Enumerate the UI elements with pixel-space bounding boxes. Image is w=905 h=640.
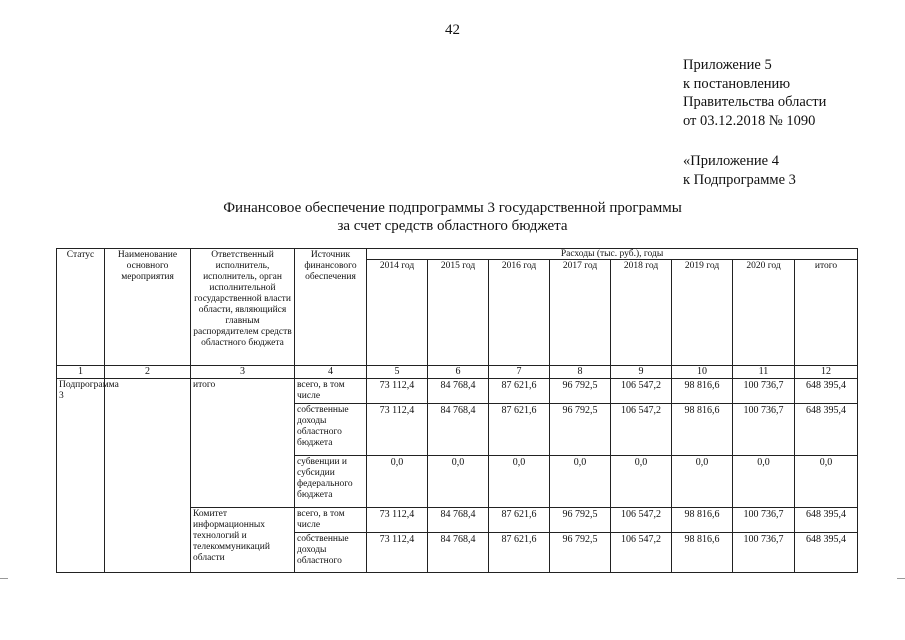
header-year: 2017 год [550,260,611,366]
column-number-row [57,366,858,379]
value-cell: 106 547,2 [611,533,672,573]
value-cell: 73 112,4 [367,404,428,456]
value-cell: 100 736,7 [733,508,795,533]
value-cell: 98 816,6 [672,533,733,573]
value-cell: 648 395,4 [795,533,858,573]
value-cell: 96 792,5 [550,404,611,456]
value-cell: 0,0 [489,456,550,508]
column-number: 3 [191,366,295,379]
header-year: 2018 год [611,260,672,366]
value-cell: 98 816,6 [672,508,733,533]
value-cell: 106 547,2 [611,379,672,404]
title-line: Финансовое обеспечение подпрограммы 3 государственной программы [223,200,682,216]
header-year: 2020 год [733,260,795,366]
appendix-line: Приложение 5 [683,57,772,73]
column-number: 10 [672,366,733,379]
column-number: 9 [611,366,672,379]
table-row [57,379,858,404]
appendix-line: Правительства области [683,94,827,110]
header-year: 2019 год [672,260,733,366]
column-number: 2 [105,366,191,379]
source-cell: субвенции и субсидии федерального бюджета [295,456,367,508]
status-cell: Подпрограмма 3 [57,379,105,573]
column-number: 6 [428,366,489,379]
header-source: Источник финансового обеспечения [295,249,367,366]
header-expenses: Расходы (тыс. руб.), годы [367,249,858,260]
value-cell: 106 547,2 [611,404,672,456]
value-cell: 0,0 [733,456,795,508]
value-cell: 648 395,4 [795,404,858,456]
appendix-block [683,56,826,189]
value-cell: 87 621,6 [489,508,550,533]
source-cell: собственные доходы областного [295,533,367,573]
value-cell: 0,0 [672,456,733,508]
value-cell: 84 768,4 [428,533,489,573]
title-line: за счет средств областного бюджета [337,218,568,234]
column-number: 5 [367,366,428,379]
value-cell: 648 395,4 [795,379,858,404]
column-number: 4 [295,366,367,379]
value-cell: 106 547,2 [611,508,672,533]
value-cell: 73 112,4 [367,508,428,533]
value-cell: 98 816,6 [672,404,733,456]
header-year: 2015 год [428,260,489,366]
column-number: 8 [550,366,611,379]
column-number: 11 [733,366,795,379]
column-number: 7 [489,366,550,379]
value-cell: 0,0 [367,456,428,508]
header-name: Наименование основного мероприятия [105,249,191,366]
header-year: 2014 год [367,260,428,366]
appendix-line: от 03.12.2018 № 1090 [683,112,816,129]
scan-edge-mark [0,578,8,579]
source-cell: всего, в том числе [295,379,367,404]
value-cell: 0,0 [795,456,858,508]
scan-edge-mark [897,578,905,579]
appendix-line: к Подпрограмме 3 [683,171,796,188]
value-cell: 100 736,7 [733,379,795,404]
value-cell: 84 768,4 [428,379,489,404]
financing-table [56,248,858,573]
appendix-line: «Приложение 4 [683,153,779,169]
header-year: 2016 год [489,260,550,366]
value-cell: 100 736,7 [733,533,795,573]
value-cell: 84 768,4 [428,508,489,533]
document-title [0,199,905,235]
value-cell: 84 768,4 [428,404,489,456]
page-number: 42 [445,22,460,38]
value-cell: 100 736,7 [733,404,795,456]
value-cell: 73 112,4 [367,533,428,573]
value-cell: 87 621,6 [489,404,550,456]
value-cell: 87 621,6 [489,379,550,404]
value-cell: 648 395,4 [795,508,858,533]
header-total: итого [795,260,858,366]
value-cell: 98 816,6 [672,379,733,404]
value-cell: 96 792,5 [550,379,611,404]
source-cell: собственные доходы областного бюджета [295,404,367,456]
executor-cell: Комитет информационных технологий и телекоммуникаций области [191,508,295,573]
value-cell: 0,0 [550,456,611,508]
executor-cell: итого [191,379,295,508]
value-cell: 73 112,4 [367,379,428,404]
value-cell: 87 621,6 [489,533,550,573]
value-cell: 0,0 [611,456,672,508]
header-status: Статус [57,249,105,366]
value-cell: 96 792,5 [550,508,611,533]
column-number: 12 [795,366,858,379]
header-executor: Ответственный исполнитель, исполнитель, орган исполнительной государственной власти области, являющийся главным распорядителем средств областного бюджета [191,249,295,366]
appendix-line: к постановлению [683,75,791,92]
value-cell: 96 792,5 [550,533,611,573]
source-cell: всего, в том числе [295,508,367,533]
column-number: 1 [57,366,105,379]
value-cell: 0,0 [428,456,489,508]
measure-name-cell [105,379,191,573]
